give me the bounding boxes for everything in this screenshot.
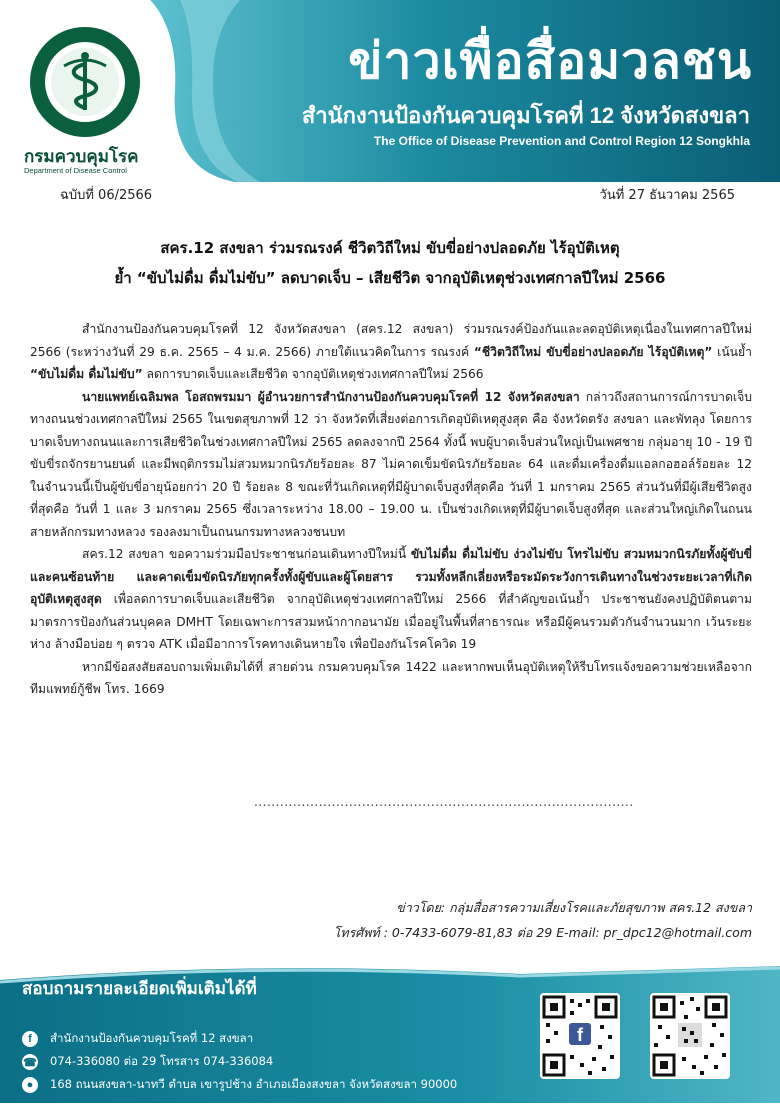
office-name-thai: สำนักงานป้องกันควบคุมโรคที่ 12 จังหวัดสงขลา: [301, 103, 750, 128]
footer-title: สอบถามรายละเอียดเพิ่มเติมได้ที่: [22, 979, 257, 998]
p3-text-a: สคร.12 สงขลา ขอความร่วมมือประชาชนก่อนเดินทางปีใหม่นี้: [82, 547, 411, 561]
headline-line-2: ย้ำ “ขับไม่ดื่ม ดื่มไม่ขับ” ลดบาดเจ็บ – เสียชีวิต จากอุบัติเหตุช่วงเทศกาลปีใหม่ 2566: [114, 269, 666, 287]
paragraph-1: [30, 318, 752, 386]
p1-text-a: สำนักงานป้องกันควบคุมโรคที่ 12 จังหวัดสงขลา (สคร.12 สงขลา) ร่วมรณรงค์ป้องกันและลดอุบัติเหตุเนื่องในเทศกาลปีใหม่ 2566 (ระหว่างวันที่ 29 ธ.ค. 2565 – 4 ม.ค. 2566) ภายใต้แนวคิดในการ รณรงค์: [30, 322, 752, 359]
p2-text: กล่าวถึงสถานการณ์การบาดเจ็บทางถนนช่วงเทศกาลปีใหม่ 2565 ในเขตสุขภาพที่ 12 ว่า จังหวัดที่เสี่ยงต่อการเกิดอุบัติเหตุสูงสุด คือ จังหวัดตรัง สงขลา และพัทลุง โดยการบาดเจ็บทางถนนและการเสียชีวิตในช่วงเทศกาลปีใหม่ 2565 ลดลงจากปี 2564 ทั้งนี้ พบผู้บาดเจ็บส่วนใหญ่เป็นเพศชาย กลุ่มอายุ 10 - 19 ปี ขับขี่รถจักรยานยนต์ และมีพฤติกรรมไม่สวมหมวกนิรภัยร้อยละ 87 ไม่คาดเข็มขัดนิรภัยร้อยละ 64 และดื่มเครื่องดื่มแอลกอฮอล์ร้อยละ 12 ในจำนวนนี้เป็นผู้ขับขี่อายุน้อยกว่า 20 ปี ร้อยละ 8 ขณะที่วันเกิดเหตุที่มีผู้บาดเจ็บสูงที่สุดคือ วันที่ 1 มกราคม 2565 ส่วนวันที่มีผู้เสียชีวิตสูงที่สุดคือ วันที่ 1 และ 3 มกราคม 2565 ซึ่งเวลาระหว่าง 18.00 – 19.00 น. เป็นช่วงเกิดเหตุที่มีผู้บาดเจ็บสูงที่สุด และส่วนใหญ่เกิดในถนนสายหลักกรมทางหลวง รองลงมาเป็นถนนกรมทางหลวงชนบท: [30, 389, 752, 539]
footer-facebook-row[interactable]: [22, 1030, 253, 1048]
p1-text-e: ลดการบาดเจ็บและเสียชีวิต จากอุบัติเหตุช่วงเทศกาลปีใหม่ 2566: [142, 367, 484, 381]
p3-safety-advice: ขับไม่ดื่ม ดื่มไม่ขับ ง่วงไม่ขับ โทรไม่ขับ สวมหมวกนิรภัยทั้งผู้ขับขี่และคนซ้อนท้าย และคาดเข็มขัดนิรภัยทุกครั้งทั้งผู้ขับและผู้โดยสาร รวมทั้งหลีกเลี่ยงหรือระมัดระวังการเดินทางในช่วงระยะเวลาที่เกิดอุบัติเหตุสูงสุด: [30, 547, 752, 606]
release-date: วันที่ 27 ธันวาคม 2565: [599, 188, 735, 203]
office-name-english: The Office of Disease Prevention and Control Region 12 Songkhla: [373, 134, 750, 148]
svg-text:f: f: [577, 1025, 583, 1045]
issue-number: ฉบับที่ 06/2566: [60, 188, 153, 203]
press-release-title: ข่าวเพื่อสื่อมวลชน: [348, 33, 752, 89]
footer-phone-row[interactable]: [22, 1053, 273, 1071]
line-qr-code[interactable]: [650, 993, 730, 1079]
contact-phone-email: โทรศัพท์ : 0-7433-6079-81,83 ต่อ 29 E-mail: pr_dpc12@hotmail.com: [333, 925, 752, 940]
footer-address-text: 168 ถนนสงขลา-นาทวี ตำบล เขารูปช้าง อำเภอเมืองสงขลา จังหวัดสงขลา 90000: [50, 1077, 458, 1091]
footer-phone-text: 074-336080 ต่อ 29 โทรสาร 074-336084: [50, 1054, 274, 1068]
p1-key-message: “ขับไม่ดื่ม ดื่มไม่ขับ”: [30, 367, 143, 381]
facebook-qr-code[interactable]: [540, 993, 620, 1079]
phone-icon: ☎: [22, 1054, 38, 1070]
p2-speaker: นายแพทย์เฉลิมพล โอสถพรมมา ผู้อำนวยการสำนักงานป้องกันควบคุมโรคที่ 12 จังหวัดสงขลา: [82, 389, 580, 404]
paragraph-2: [30, 386, 752, 544]
separator-dots: ........................................................................................: [254, 795, 634, 809]
p1-campaign-slogan: “ชีวิตวิถีใหม่ ขับขี่อย่างปลอดภัย ไร้อุบัติเหตุ”: [473, 344, 713, 359]
article-body: [30, 318, 752, 701]
footer-facebook-text: สำนักงานป้องกันควบคุมโรคที่ 12 สงขลา: [50, 1031, 254, 1045]
paragraph-4: หากมีข้อสงสัยสอบถามเพิ่มเติมได้ที่ สายด่วน กรมควบคุมโรค 1422 และหากพบเห็นอุบัติเหตุให้รีบโทรแจ้งขอความช่วยเหลือจากทีมแพทย์กู้ชีพ โทร. 1669: [30, 659, 752, 696]
department-name-thai: กรมควบคุมโรค: [24, 147, 139, 166]
ministry-logo: [20, 24, 150, 144]
header-banner: [0, 0, 780, 182]
location-icon: ●: [22, 1077, 38, 1093]
headline-line-1: สคร.12 สงขลา ร่วมรณรงค์ ชีวิตวิถีใหม่ ขับขี่อย่างปลอดภัย ไร้อุบัติเหตุ: [160, 239, 620, 257]
footer-address-row: [22, 1076, 457, 1094]
p3-text-c: เพื่อลดการบาดเจ็บและเสียชีวิต จากอุบัติเหตุช่วงเทศกาลปีใหม่ 2566 ที่สำคัญขอเน้นย้ำ ประชาชนยังคงปฏิบัติตนตามมาตรการป้องกันส่วนบุคคล DMHT โดยเฉพาะการสวมหน้ากากอนามัย เมื่ออยู่ในพื้นที่สาธารณะ หรือมีผู้คนรวมตัวกันจำนวนมาก เว้นระยะห่าง ล้างมือบ่อย ๆ ตรวจ ATK เมื่อมีอาการโรคทางเดินหายใจ เพื่อป้องกันโรคโควิด 19: [30, 592, 752, 651]
paragraph-3: [30, 543, 752, 656]
p1-text-c: เน้นย้ำ: [712, 344, 752, 359]
facebook-icon: f: [22, 1031, 38, 1047]
department-name-english: Department of Disease Control: [24, 166, 127, 175]
news-credit: ข่าวโดย: กลุ่มสื่อสารความเสี่ยงโรคและภัยสุขภาพ สคร.12 สงขลา: [396, 900, 752, 915]
